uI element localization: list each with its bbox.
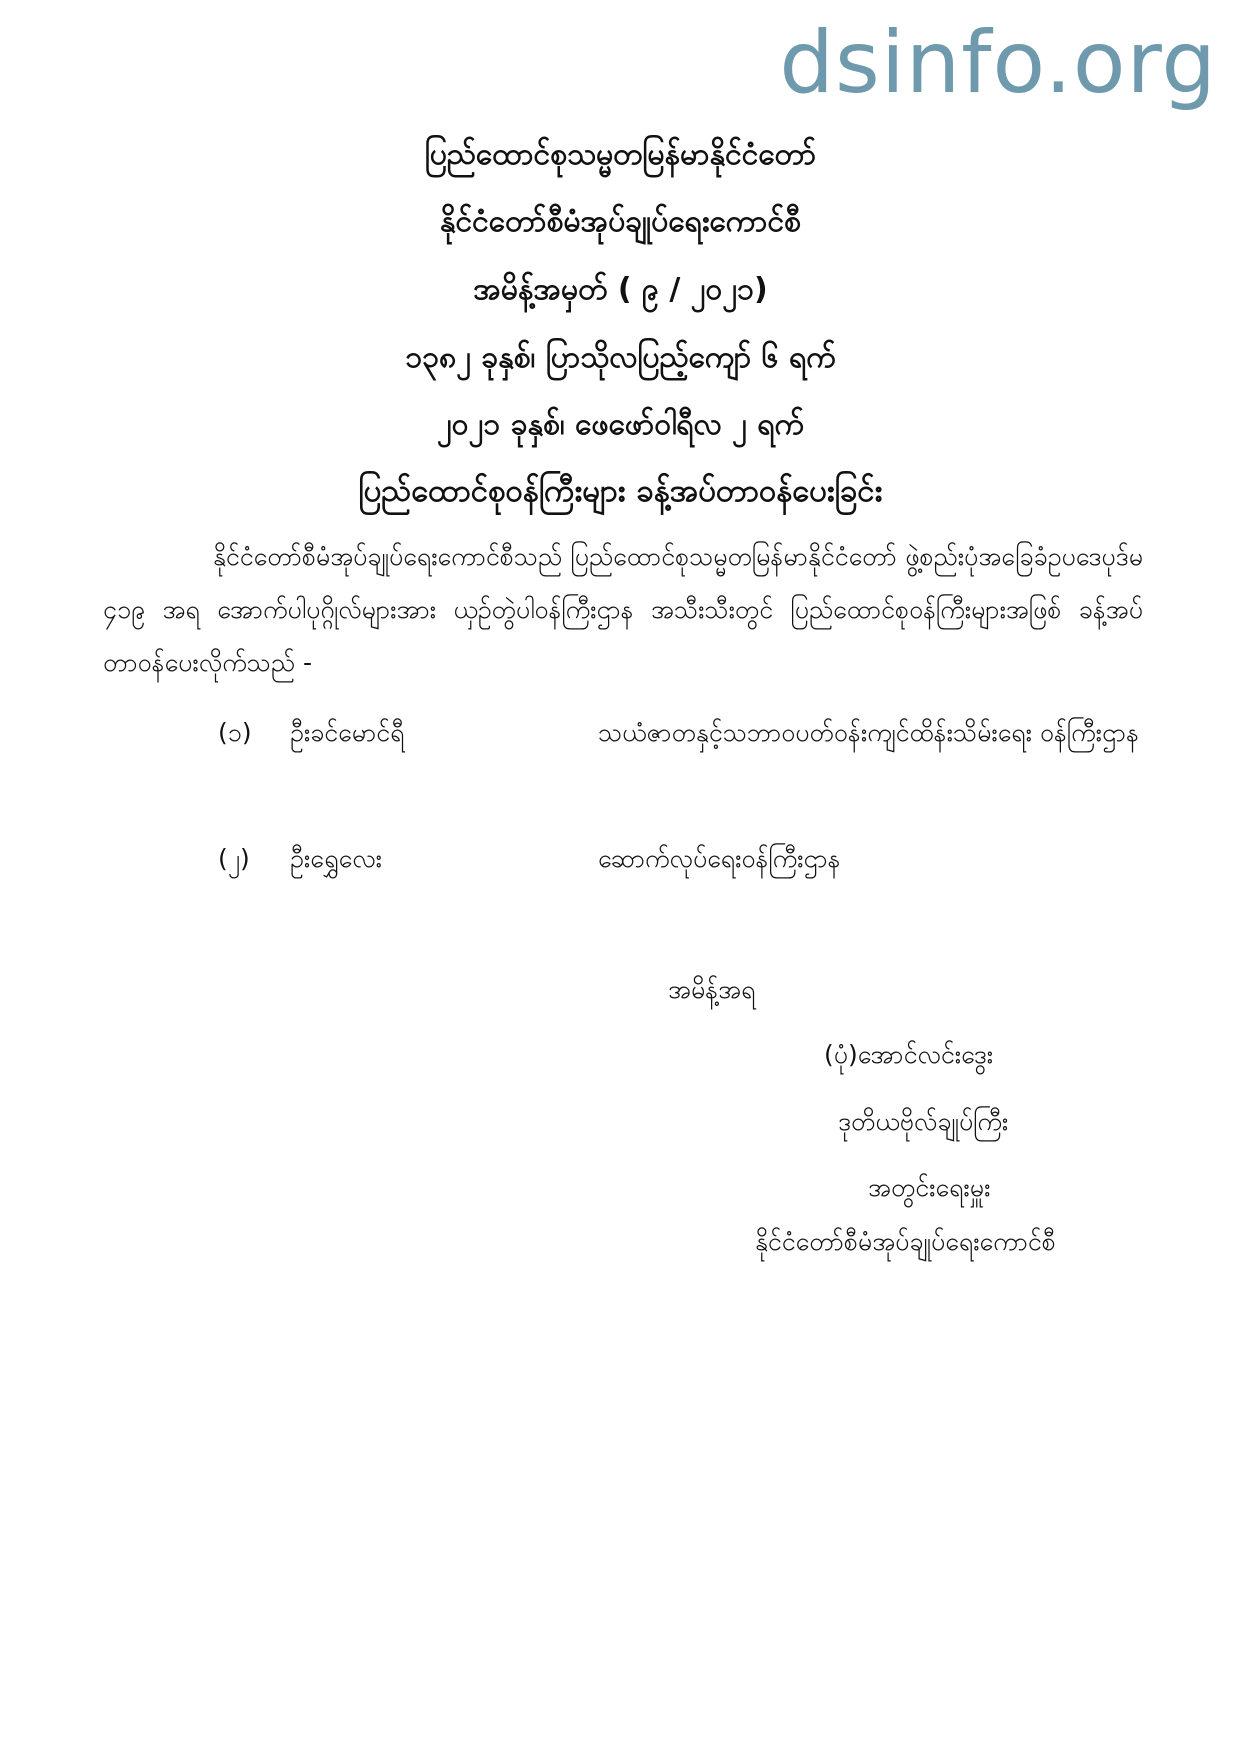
order-title: ပြည်ထောင်စုဝန်ကြီးများ ခန့်အပ်တာဝန်ပေးခြင်း: [358, 473, 883, 509]
by-order-label: အမိန့်အရ: [668, 975, 756, 1004]
signatory-title: အတွင်းရေးမှူး: [868, 1173, 991, 1202]
signatory-rank: ဒုတိယဗိုလ်ချုပ်ကြီး: [838, 1107, 1009, 1136]
appointment-number: (၂): [218, 844, 250, 873]
gregorian-date: ၂၀၂၁ ခုနှစ်၊ ဖေဖော်ဝါရီလ ၂ ရက်: [437, 407, 804, 442]
order-number: အမိန့်အမှတ် ( ၉ / ၂၀၂၁): [473, 272, 768, 307]
signatory-name: (ပုံ)အောင်လင်းဒွေး: [824, 1040, 994, 1069]
council-heading: နိုင်ငံတော်စီမံအုပ်ချုပ်ရေးကောင်စီ: [440, 204, 801, 239]
signatory-organization: နိုင်ငံတော်စီမံအုပ်ချုပ်ရေးကောင်စီ: [755, 1227, 1056, 1256]
appointee-ministry: ဆောက်လုပ်ရေးဝန်ကြီးဌာန: [598, 844, 841, 873]
country-heading: ပြည်ထောင်စုသမ္မတမြန်မာနိုင်ငံတော်: [424, 137, 817, 172]
body-paragraph: [103, 530, 1143, 689]
appointee-name: ဦးခင်မောင်ရီ: [290, 718, 405, 747]
appointee-ministry: သယံဇာတနှင့်သဘာဝပတ်ဝန်းကျင်ထိန်းသိမ်းရေး ဝန်ကြီးဌာန: [598, 718, 1140, 747]
watermark: dsinfo.org: [779, 13, 1217, 113]
appointment-number: (၁): [218, 718, 252, 747]
myanmar-date: ၁၃၈၂ ခုနှစ်၊ ပြာသိုလပြည့်ကျော် ၆ ရက်: [405, 340, 836, 375]
body-paragraph-text: နိုင်ငံတော်စီမံအုပ်ချုပ်ရေးကောင်စီသည် ပြည်ထောင်စုသမ္မတမြန်မာနိုင်ငံတော် ဖွဲ့စည်းပုံအခြေခံဥပဒေပုဒ်မ ၄၁၉ အရ အောက်ပါပုဂ္ဂိုလ်များအား ယှဉ်တွဲပါဝန်ကြီးဌာန အသီးသီးတွင် ပြည်ထောင်စုဝန်ကြီးများအဖြစ် ခန့်အပ်တာဝန်ပေးလိုက်သည် -: [103, 542, 1143, 677]
appointee-name: ဦးရွှေလေး: [290, 844, 382, 873]
